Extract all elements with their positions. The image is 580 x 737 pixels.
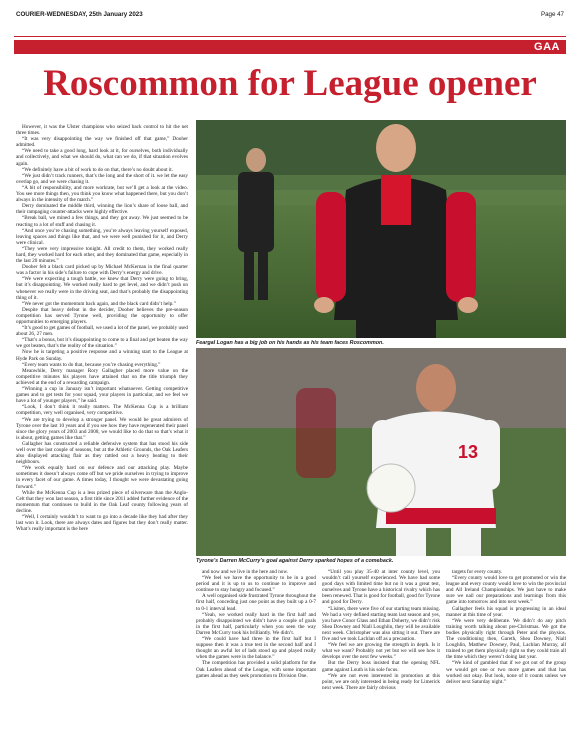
photo-player-illustration bbox=[196, 348, 566, 556]
article-column-4 bbox=[446, 569, 566, 729]
article-paragraph: “A bit of responsibility, and more workrate, but we’ll get a look at the video. You see more things then, you think you know what happened there, but you don’t always in the intensity of the match.” bbox=[16, 184, 188, 204]
article-paragraph: “We could have had three in the first half but I suppose then it was a true test in the second half and I thought an awful lot of lads stood up and played really when the games were in the balance.” bbox=[196, 636, 316, 661]
article-paragraph: targets for every county. bbox=[452, 569, 503, 575]
article-paragraph: “Until you play 35-40 at inter county level, you wouldn’t call yourself experienced. We have had some good days with limited time but no it was a great test, ourselves and Tyrone have a historical rivalry which has been renewed. That is good for football, good for Tyrone and good for Derry. bbox=[322, 569, 440, 606]
article-paragraph: “We never got the momentum back again, and the black card didn’t help.” bbox=[22, 300, 176, 307]
article-paragraph: “We were very deliberate. We didn’t do any pitch training worth talking about pre-Christmas. We got the bodies physically right through Peter and the physios. The conditioning then, Gareth, Shea Downey, Niall Loughlin, Matthew Downey, Paul, Lachlan Murray, all trained to get them physically right so they could train all the time which they weren’t doing last year. bbox=[446, 617, 566, 661]
article-column-2 bbox=[196, 569, 316, 729]
article-column-3 bbox=[322, 569, 440, 729]
article-paragraph: and now and we live in the here and now. bbox=[202, 569, 289, 575]
article-paragraph: “Lisiten, there were five of our starting team missing. We had a very defined starting team last season and yes, you have Conor Glass and Ethan Doherty, we didn’t risk Shea Downey and Niall Loughlin, they will be available next week. Christopher was also sitting it out. There are five and we took Lachlan off as a precaution. bbox=[322, 605, 440, 643]
article-paragraph: “We need to take a good long, hard look at it, for ourselves, both individually and collectively, and what we should do, what can we do, if that situation evolves again. bbox=[16, 148, 188, 167]
photo-manager-illustration bbox=[196, 120, 566, 338]
article-paragraph: “Every team wants to do that, because you’re chasing everything.” bbox=[22, 361, 161, 368]
article-paragraph: Now he is targeting a positive response and a winning start to the League at Hyde Park on Sunday. bbox=[16, 349, 188, 362]
article-paragraph: But the Derry boss insisted that the opening NFL game against Louth is his sole focus. bbox=[322, 660, 440, 673]
article-paragraph: “We are not even interested in promotion at this point, we are only interested in being ready for Limerick next week. There are fairly obvious bbox=[322, 672, 440, 691]
article-paragraph: “It was very disappointing the way we finished off that game,” Dooher admitted. bbox=[16, 136, 188, 149]
article-paragraph: Meanwhile, Derry manager Rory Gallagher placed more value on the competitive minutes his players have attained that on the title triumph they achieved at the end of a rewarding campaign. bbox=[16, 367, 188, 386]
article-paragraph: “Yeah, we worked really hard in the first half and probably disappointed we didn’t have a couple of goals in the first half, particularly when you seen the way Darren McCurry took his brilliantly. We didn’t. bbox=[196, 611, 316, 636]
article-paragraph: “We are trying to develop a stronger panel. We would be great admirers of Tyrone over the last 10 years and if you see how they have regenerated their panel since the glory years of 2003 and 2008, we would like to do that so that’s what it is about, getting games like that.” bbox=[16, 416, 188, 441]
photo-manager bbox=[196, 120, 566, 338]
article-paragraph: “We feel we are growing the strength in depth. Is it what we want? Probably not yet but we will see how it develops over the next few weeks.” bbox=[322, 642, 440, 661]
article-paragraph: “We definitely have a bit of work to do on that, there’s no doubt about it. bbox=[22, 166, 173, 173]
article-paragraph: “We just didn’t track runners, that’s the long and the short of it. we let the easy overlap go, and we were chasing it. bbox=[16, 172, 188, 185]
article-paragraph: A well organised side frustrated Tyrone throughout the first half, conceding just one point as they built up a 0-7 to 0-1 interval lead. bbox=[196, 593, 316, 612]
publication-date: COURIER-WEDNESDAY, 25th January 2023 bbox=[16, 11, 143, 18]
article-paragraph: “They were very impressive tonight. All credit to them, they worked really hard, they worked hard for each other, and they dominated that game, especially in the last 20 minutes.” bbox=[16, 245, 188, 265]
photo-player bbox=[196, 348, 566, 556]
article-paragraph: Dooher felt a black card picked up by Michael McKernan in the final quarter was a factor in his side’s failure to cope with Derry’s energy and drive. bbox=[16, 264, 188, 277]
article-paragraph: “And once you’re chasing something, you’re always leaving yourself exposed, leaving spaces and things like that, and we were well punished for it, and Derry were clinical. bbox=[16, 227, 188, 246]
section-bar bbox=[14, 40, 566, 54]
article-paragraph: While the McKenna Cup is a less prized piece of silverware than the Anglo-Celt that they won last season, a first title since 2011 added further evidence of the momentum that continues to build in the Oak Leaf county following years of decline. bbox=[16, 489, 188, 514]
article-paragraph: “That’s a bonus, but it’s disappointing to come to a final and get beaten the way we got beaten, that’s the reality of the situation.” bbox=[16, 337, 188, 350]
article-paragraph: “Break ball, we mined a few things, and they got away. We just seemed to be reacting to a lot of stuff and chasing it. bbox=[16, 215, 188, 228]
section-label: GAA bbox=[534, 41, 560, 53]
page-number: Page 47 bbox=[540, 11, 564, 18]
article-paragraph: “Every county would love to get promoted or win the league and every county would love to win the provincial and All Ireland Championships. We just have to make sure we nail our preparations and learnings from this game into tomorrow and into next week.” bbox=[446, 575, 566, 606]
article-paragraph: Gallagher feels his squad is progressing in an ideal manner at this time of year. bbox=[446, 605, 566, 618]
article-paragraph: Despite that heavy defeat in the decider, Dooher believes the pre-season competition has served Tyrone well, providing the opportunity to offer opportunities to emerging players. bbox=[16, 306, 188, 325]
header-rule bbox=[14, 36, 566, 37]
article-paragraph: “We feel we have the opportunity to be in a good period and it is up to us to continue to improve and continue to stay hungry and focused.” bbox=[196, 575, 316, 594]
article-paragraph: “It’s good to get games of football, we used a lot of the panel, we probably used about 26, 27 men. bbox=[16, 325, 188, 338]
article-paragraph: “Look, I don’t think it really matters. The McKenna Cup is a brilliant competition, very well organised, very competitive. bbox=[16, 404, 188, 417]
article-paragraph: The competition has provided a solid platform for the Oak Leafers ahead of the League, with some important games ahead as they seek promotion to Division One. bbox=[196, 660, 316, 679]
article-paragraph: “We kind of gambled that if we got out of the group we would get one or two more games and that has worked out okay. But look, none of it counts unless we deliver next Saturday night.” bbox=[446, 660, 566, 685]
photo-manager-caption: Feargal Logan has a big job on his hands as his team faces Roscommon. bbox=[196, 340, 384, 346]
article-paragraph: However, it was the Ulster champions who seized back control to hit the net three times. bbox=[16, 124, 188, 137]
page-header bbox=[14, 8, 566, 22]
article-paragraph: Derry dominated the middle third, winning the lion’s share of loose ball, and their rampaging counter-attacks were highly effective. bbox=[16, 203, 188, 216]
article-column-1 bbox=[16, 124, 188, 728]
player-shirt-number: 13 bbox=[458, 442, 479, 462]
article-paragraph: Gallagher has constructed a reliable defensive system that has stood his side well over the last couple of seasons, but at the Athletic Grounds, the Oak Leafers also displayed attacking flair as they rattled out a heavy beating to their neighbours. bbox=[16, 440, 188, 466]
article-paragraph: “We work equally hard on our defence and our attacking play. Maybe sometimes it doesn’t always come off but we pride ourselves in trying to improve in every facet of our game. A times today, I thought we were devastating going forward.” bbox=[16, 465, 188, 490]
photo-player-caption: Tyrone’s Darren McCurry’s goal against Derry sparked hopes of a comeback. bbox=[196, 558, 394, 564]
headline: Roscommon for League opener bbox=[43, 63, 537, 104]
article-paragraph: “Winning a cup in January isn’t important whatsoever. Getting competitive games and to get tests for your squad, your players in particular, and we feel we have a lot of younger players,” he said. bbox=[16, 386, 188, 405]
article-paragraph: “Well, I certainly wouldn’t to want to go into a decade like they had after they last won it. Look, there are always dates and figures but they don’t really matter. What’s really important is the here bbox=[16, 514, 188, 533]
article-paragraph: “We were expecting a tough battle, we knew that Derry were going to bring, but it’s disappointing. We worked really hard to get level, and we didn’t push on whenever we really were in the driving seat, and that’s probably the disappointing thing of it. bbox=[16, 276, 188, 301]
